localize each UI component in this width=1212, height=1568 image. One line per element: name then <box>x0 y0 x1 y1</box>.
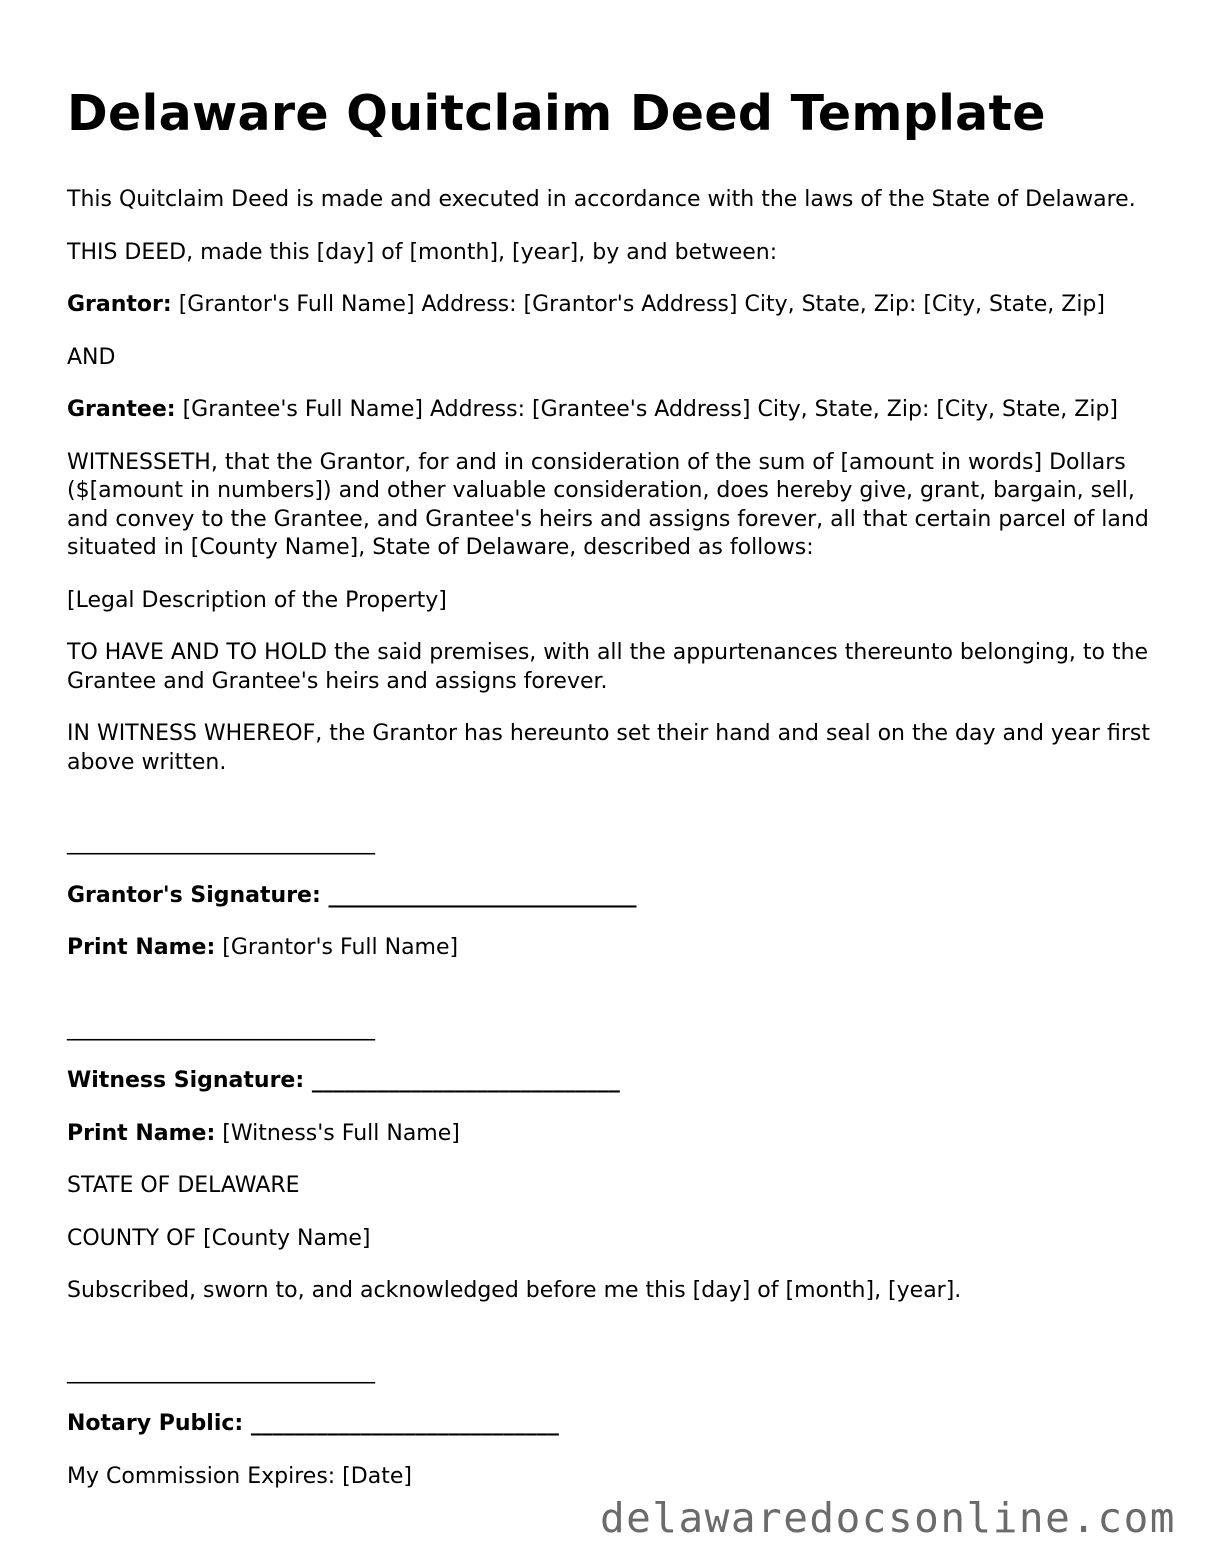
grantor-signature-line[interactable]: ____________________________ <box>320 882 637 908</box>
witness-signature-line[interactable]: ____________________________ <box>304 1068 620 1093</box>
witness-signature-blank-line[interactable]: ____________________________ <box>67 1015 375 1041</box>
witness-print-label: Print Name: <box>67 1120 216 1146</box>
county-line: COUNTY OF [County Name] <box>67 1225 371 1251</box>
grantor-signature-blank-line[interactable]: ____________________________ <box>67 830 375 855</box>
grantee-details: [Grantee's Full Name] Address: [Grantee's Address] City, State, Zip: [City, State, Zip] <box>175 397 1118 422</box>
subscribed-line: Subscribed, sworn to, and acknowledged before me this [day] of [month], [year]. <box>67 1278 962 1303</box>
witness-signature-label: Witness Signature: <box>67 1068 305 1093</box>
grantor-label: Grantor: <box>67 292 172 317</box>
witness-print-name <box>67 1120 1152 1149</box>
habendum-paragraph: TO HAVE AND TO HOLD the said premises, with all the appurtenances thereunto belonging, to the Grantee and Grantee's heirs and assigns forever. <box>67 640 1149 694</box>
deed-document <box>67 80 1152 1515</box>
grantee-block <box>67 396 1152 425</box>
grantor-print-label: Print Name: <box>67 935 216 960</box>
grantor-signature-label: Grantor's Signature: <box>67 882 321 908</box>
notary-signature-blank-line[interactable]: ____________________________ <box>67 1358 375 1384</box>
witnesseth-paragraph: WITNESSETH, that the Grantor, for and in consideration of the sum of [amount in words] Dollars ($[amount in numbers]) and other valuable consideration, does hereby give, grant, bargain, sell, and convey to the Grantee, and Grantee's heirs and assigns forever, all that certain parcel of land situated in [County Name], State of Delaware, described as follows: <box>67 449 1149 560</box>
notary-line[interactable]: ____________________________ <box>243 1411 559 1436</box>
deed-date-line: THIS DEED, made this [day] of [month], [year], by and between: <box>67 239 778 265</box>
intro-paragraph: This Quitclaim Deed is made and executed in accordance with the laws of the State of Delaware. <box>67 187 1136 212</box>
grantor-print-value[interactable]: [Grantor's Full Name] <box>215 935 459 960</box>
witness-print-value[interactable]: [Witness's Full Name] <box>215 1120 460 1146</box>
notary-field[interactable] <box>67 1410 1152 1439</box>
in-witness-paragraph: IN WITNESS WHEREOF, the Grantor has hereunto set their hand and seal on the day and year first above written. <box>67 721 1150 775</box>
state-line: STATE OF DELAWARE <box>67 1173 300 1198</box>
commission-expires: My Commission Expires: [Date] <box>67 1463 412 1489</box>
grantor-signature-field[interactable] <box>67 882 1152 911</box>
grantee-label: Grantee: <box>67 397 176 422</box>
grantor-details: [Grantor's Full Name] Address: [Grantor's Address] City, State, Zip: [City, State, Zip] <box>171 292 1105 317</box>
notary-label: Notary Public: <box>67 1411 244 1436</box>
legal-description: [Legal Description of the Property] <box>67 587 447 613</box>
grantor-block <box>67 291 1152 320</box>
witness-signature-field[interactable] <box>67 1067 1152 1096</box>
document-title: Delaware Quitclaim Deed Template <box>67 85 1046 142</box>
and-separator: AND <box>67 344 116 370</box>
site-watermark: delawaredocsonline.com <box>599 1494 1176 1542</box>
grantor-print-name <box>67 934 1152 963</box>
